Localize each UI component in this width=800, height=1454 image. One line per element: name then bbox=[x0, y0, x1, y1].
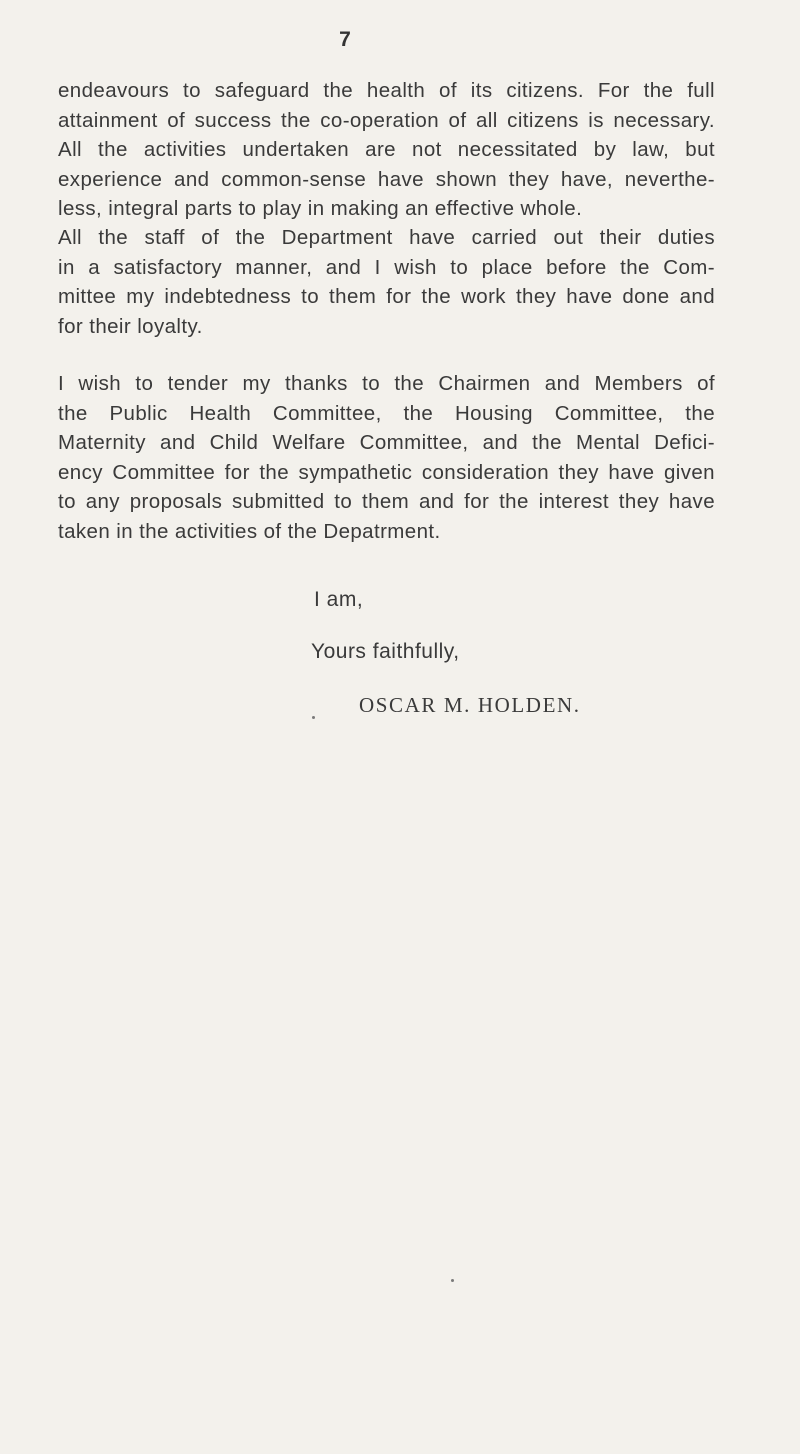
paragraph-line: the Public Health Committee, the Housing Committee, the bbox=[58, 401, 715, 425]
paragraph-line: All the staff of the Department have carried out their duties bbox=[58, 226, 715, 249]
paragraph-line: to any proposals submitted to them and for the interest they have bbox=[58, 490, 715, 513]
paragraph-line: ency Committee for the sympathetic consideration they have given bbox=[58, 460, 715, 484]
paragraph-line: I wish to tender my thanks to the Chairmen and Members of bbox=[58, 372, 715, 395]
paragraph-1 bbox=[58, 76, 715, 224]
paragraph-line: for their loyalty. bbox=[58, 314, 203, 338]
paragraph-line: attainment of success the co-operation of all citizens is necessary. bbox=[58, 108, 715, 132]
paragraph-line: less, integral parts to play in making an effective whole. bbox=[58, 197, 583, 220]
paragraph-line: experience and common-sense have shown they have, neverthe- bbox=[58, 167, 715, 191]
paragraph-3 bbox=[58, 369, 715, 546]
page-number: 7 bbox=[339, 28, 351, 51]
paragraph-line: mittee my indebtedness to them for the work they have done and bbox=[58, 285, 715, 308]
paragraph-line: Maternity and Child Welfare Committee, and the Mental Defici- bbox=[58, 431, 715, 454]
signature: OSCAR M. HOLDEN. bbox=[359, 693, 581, 717]
paragraph-line: taken in the activities of the Depatrment. bbox=[58, 519, 441, 543]
paragraph-line: All the activities undertaken are not necessitated by law, but bbox=[58, 138, 715, 161]
closing-salutation: I am, bbox=[314, 588, 364, 611]
closing-valediction: Yours faithfully, bbox=[311, 640, 460, 663]
paper-speck bbox=[312, 716, 315, 719]
paper-speck bbox=[451, 1279, 454, 1282]
paragraph-2 bbox=[58, 223, 715, 341]
paragraph-line: endeavours to safeguard the health of its citizens. For the full bbox=[58, 79, 715, 102]
paragraph-line: in a satisfactory manner, and I wish to place before the Com- bbox=[58, 255, 715, 279]
